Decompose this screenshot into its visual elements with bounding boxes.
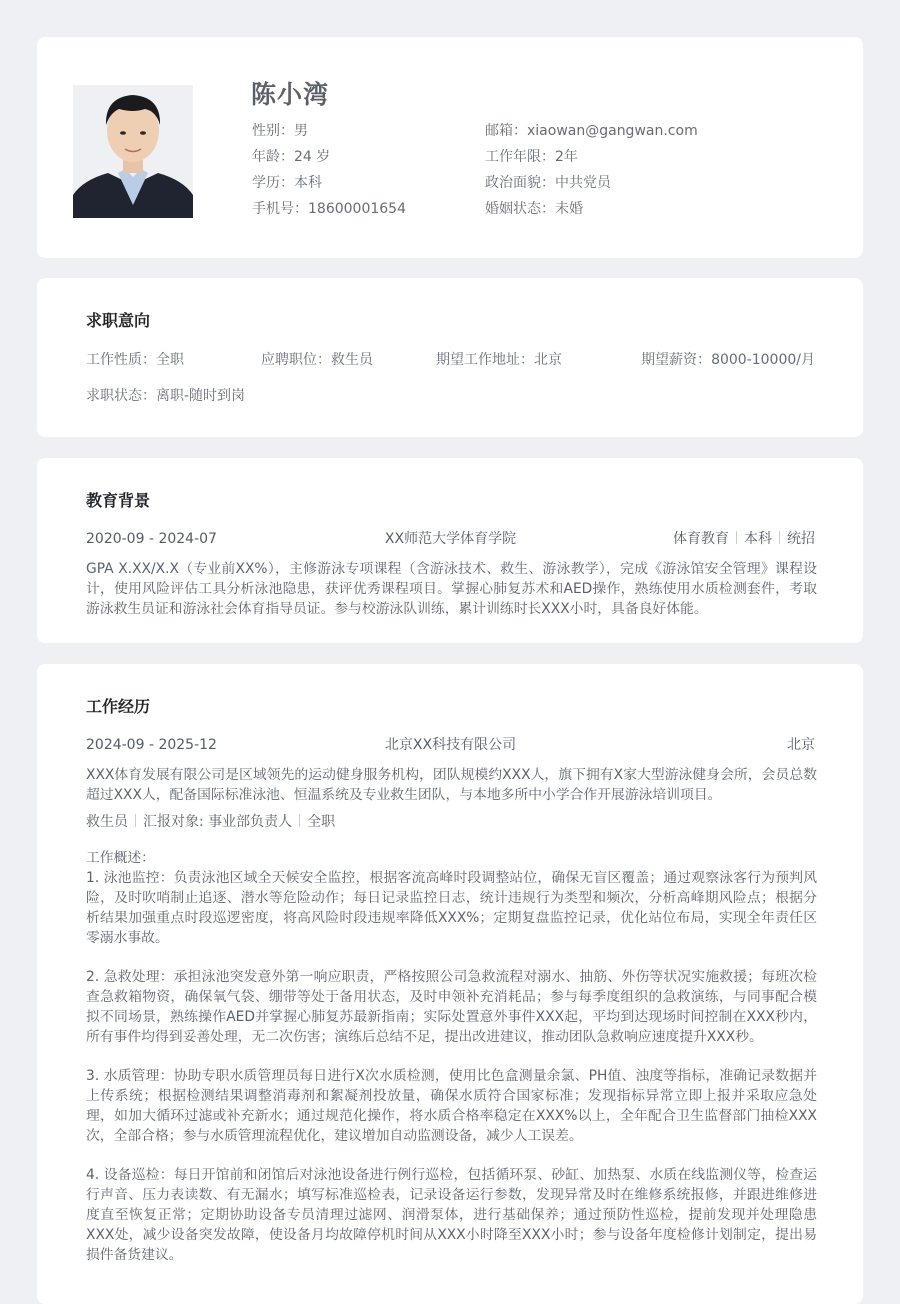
education-tag: 统招 [787, 531, 815, 547]
duty-item: 4. 设备巡检：每日开馆前和闭馆后对泳池设备进行例行巡检，包括循环泵、砂缸、加热泵、水质在线监测仪等，检查运行声音、压力表读数、有无漏水；填写标准巡检表，记录设备运行参数，发现异常及时在维修系统报修，并跟进维修进度直至恢复正常；定期协助设备专员清理过滤网、润滑泵体，进行基础保养；通过预防性巡检，提前发现并处理隐患XXX处，减少设备突发故障，使设备月均故障停机时间从XXX小时降至XXX小时；参与设备年度检修计划制定，提出易损件备货建议。 [86, 1167, 817, 1263]
avatar [73, 85, 193, 218]
intent-location: 期望工作地址：北京 [436, 352, 562, 368]
info-gender: 性别：男 [252, 123, 308, 139]
section-title-education: 教育背景 [86, 491, 151, 510]
education-tag: 本科 [744, 531, 772, 547]
work-overview-label: 工作概述： [86, 850, 155, 866]
work-header-row [86, 735, 815, 755]
info-marital: 婚姻状态：未婚 [485, 201, 583, 217]
work-city: 北京 [787, 737, 815, 753]
profile-card [37, 37, 863, 258]
section-title-work: 工作经历 [86, 697, 151, 716]
education-description: GPA X.XX/X.X（专业前XX%），主修游泳专项课程（含游泳技术、救生、游泳教学），完成《游泳馆安全管理》课程设计，使用风险评估工具分析泳池隐患，获评优秀课程项目。掌握心肺复苏术和AED操作，熟练使用水质检测套件，考取游泳救生员证和游泳社会体育指导员证。参与校游泳队训练，累计训练时长XXX小时，具备良好体能。 [86, 561, 817, 617]
info-phone: 手机号：18600001654 [252, 201, 406, 217]
section-title-intent: 求职意向 [86, 311, 151, 330]
intent-type: 工作性质：全职 [86, 352, 184, 368]
info-age: 年龄：24 岁 [252, 149, 331, 165]
education-school: XX师范大学体育学院 [384, 531, 517, 547]
intent-salary: 期望薪资：8000-10000/月 [641, 352, 815, 368]
intent-position: 应聘职位：救生员 [261, 352, 373, 368]
duty-item: 1. 泳池监控：负责泳池区域全天候安全监控，根据客流高峰时段调整站位，确保无盲区覆盖；通过观察泳客行为预判风险，及时吹哨制止追逐、潜水等危险动作；每日记录监控日志，统计违规行为类型和频次，分析高峰期风险点；根据分析结果加强重点时段巡逻密度，将高风险时段违规率降低XXX%；定期复盘监控记录，优化站位布局，实现全年责任区零溺水事故。 [86, 870, 817, 946]
work-tag: 全职 [307, 814, 336, 830]
education-header-row [86, 529, 815, 549]
education-card [37, 458, 863, 643]
duty-item: 3. 水质管理：协助专职水质管理员每日进行X次水质检测，使用比色盒测量余氯、PH值、浊度等指标，准确记录数据并上传系统；根据检测结果调整消毒剂和絮凝剂投放量，确保水质符合国家标准；发现指标异常立即上报并采取应急处理，如加大循环过滤或补充新水；通过规范化操作，将水质合格率稳定在XXX%以上，全年配合卫生监督部门抽检XXX次，全部合格；参与水质管理流程优化，建议增加自动监测设备，减少人工误差。 [86, 1068, 817, 1144]
work-company: 北京XX科技有限公司 [384, 737, 517, 753]
work-tags [86, 812, 335, 832]
job-intent-card [37, 278, 863, 437]
education-tags [673, 529, 815, 549]
work-tag: 救生员 [86, 814, 128, 830]
duty-item: 2. 急救处理：承担泳池突发意外第一响应职责，严格按照公司急救流程对溺水、抽筋、外伤等状况实施救援；每班次检查急救箱物资，确保氧气袋、绷带等处于备用状态，及时申领补充消耗品；参与每季度组织的急救演练，与同事配合模拟不同场景，熟练操作AED并掌握心肺复苏最新指南；实际处置意外事件XXX起，平均到达现场时间控制在XXX秒内，所有事件均得到妥善处理，无二次伤害；演练后总结不足，提出改进建议，推动团队急救响应速度提升XXX秒。 [86, 969, 817, 1045]
work-tag: 汇报对象: 事业部负责人 [143, 814, 293, 830]
info-years: 工作年限：2年 [485, 149, 578, 165]
work-period: 2024-09 - 2025-12 [86, 737, 217, 753]
education-tag: 体育教育 [673, 531, 729, 547]
portrait-image [73, 85, 193, 218]
company-description: XXX体育发展有限公司是区域领先的运动健身服务机构，团队规模约XXX人，旗下拥有X家大型游泳健身会所，会员总数超过XXX人，配备国际标准泳池、恒温系统及专业救生团队，与本地多所中小学合作开展游泳培训项目。 [86, 767, 817, 803]
info-political: 政治面貌：中共党员 [485, 175, 611, 191]
candidate-name: 陈小湾 [251, 80, 330, 109]
info-degree: 学历：本科 [252, 175, 322, 191]
info-email: 邮箱：xiaowan@gangwan.com [485, 123, 698, 139]
intent-status: 求职状态：离职-随时到岗 [86, 388, 246, 404]
work-experience-card [37, 664, 863, 1304]
education-period: 2020-09 - 2024-07 [86, 531, 217, 547]
